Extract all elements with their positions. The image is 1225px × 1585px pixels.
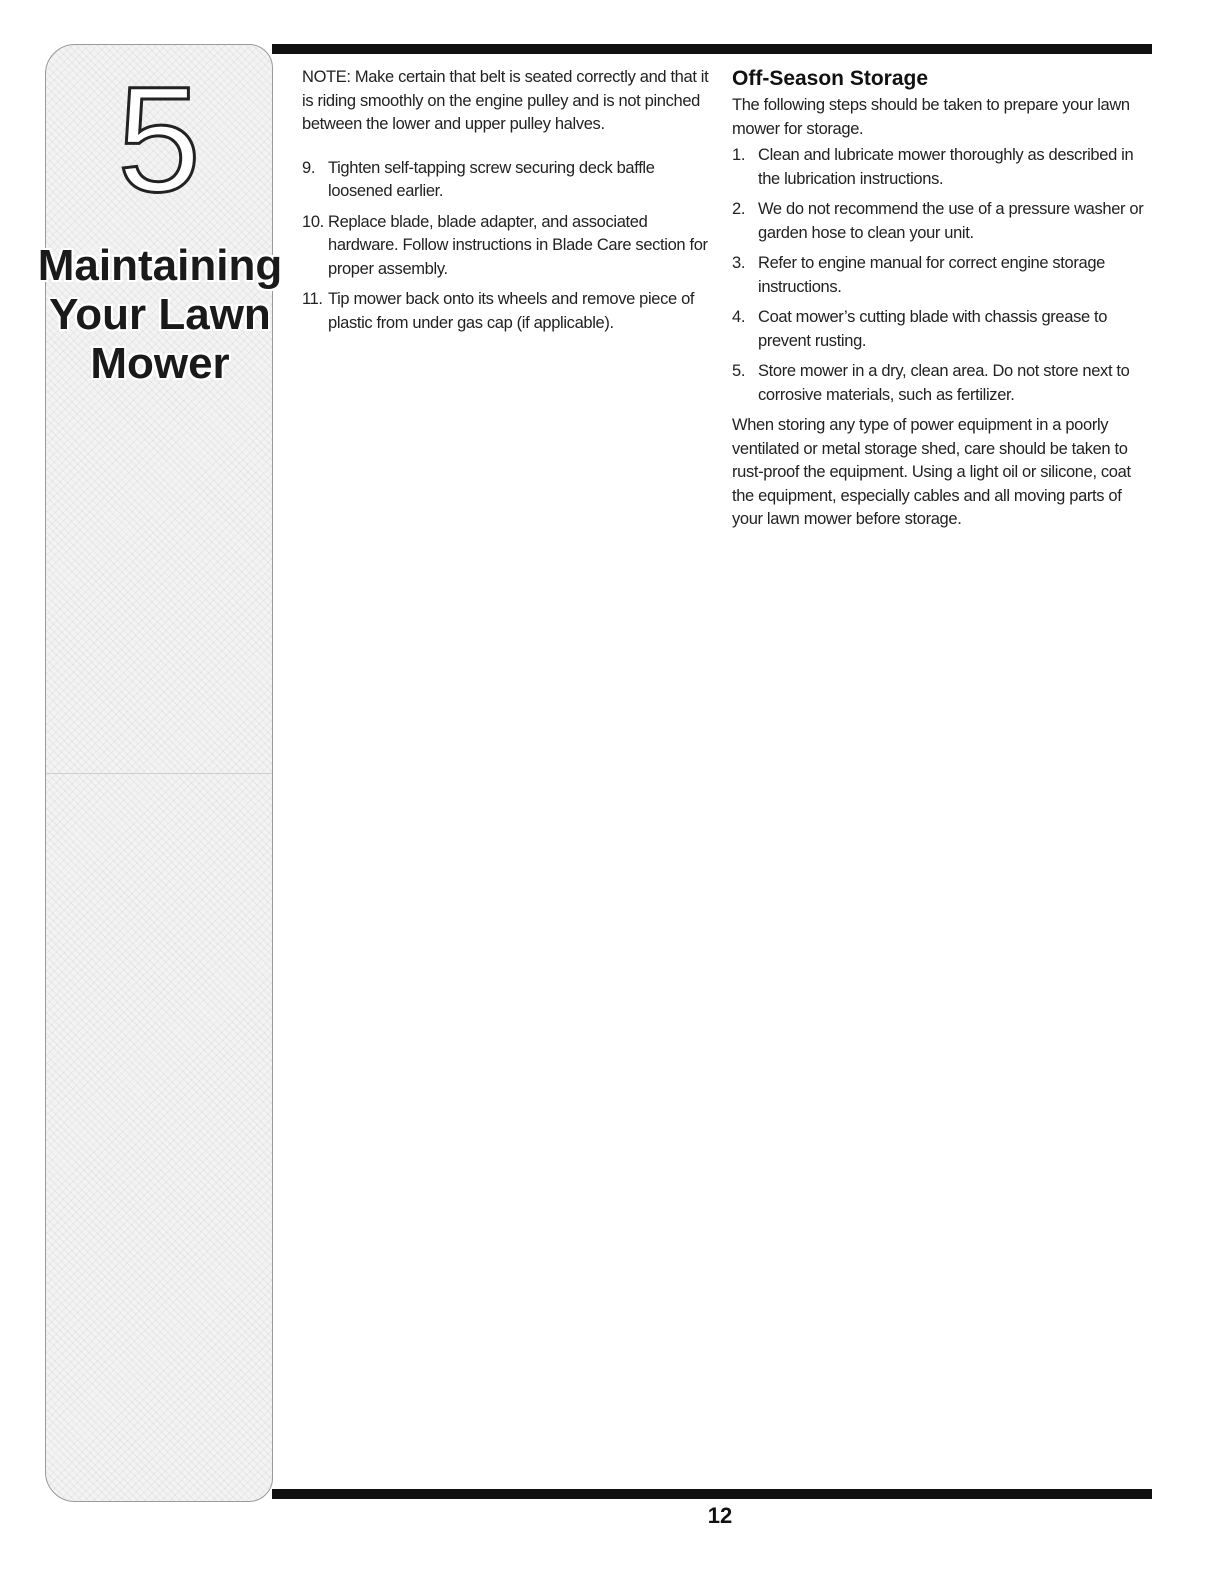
step-text: Tighten self-tapping screw securing deck baffle loosened earlier. bbox=[328, 158, 655, 200]
list-item bbox=[732, 144, 1152, 191]
chapter-title-line-1: Maintaining bbox=[37, 241, 283, 290]
step-text: Coat mower’s cutting blade with chassis grease to prevent rusting. bbox=[758, 308, 1108, 350]
step-number: 3. bbox=[732, 254, 746, 272]
step-number: 1. bbox=[732, 146, 746, 164]
chapter-title-line-2: Your Lawn bbox=[49, 290, 271, 339]
chapter-title-line-3: Mower bbox=[90, 339, 230, 388]
belt-note: NOTE: Make certain that belt is seated correctly and that it is riding smoothly on the engine pulley and is not pinched between the lower and upper pulley halves. bbox=[302, 68, 709, 133]
step-number: 11. bbox=[302, 290, 323, 308]
step-number: 9. bbox=[302, 158, 316, 177]
step-text: Tip mower back onto its wheels and remove piece of plastic from under gas cap (if applicable). bbox=[328, 290, 695, 332]
storage-steps bbox=[732, 144, 1152, 407]
step-text: Replace blade, blade adapter, and associated hardware. Follow instructions in Blade Care section for proper assembly. bbox=[328, 212, 708, 278]
tab-divider bbox=[46, 773, 272, 774]
step-number: 4. bbox=[732, 308, 746, 326]
top-rule bbox=[272, 44, 1152, 54]
step-text: We do not recommend the use of a pressure washer or garden hose to clean your unit. bbox=[758, 200, 1144, 242]
list-item bbox=[302, 157, 712, 204]
step-text: Refer to engine manual for correct engine storage instructions. bbox=[758, 254, 1105, 296]
step-number: 5. bbox=[732, 362, 746, 380]
step-number: 2. bbox=[732, 200, 746, 218]
chapter-number-graphic bbox=[104, 73, 214, 203]
chapter-number bbox=[46, 73, 272, 203]
list-item bbox=[302, 211, 712, 282]
storage-closing-paragraph: When storing any type of power equipment in a poorly ventilated or metal storage shed, care should be taken to rust-proof the equipment. Using a light oil or silicone, coat the equipment, especially cables and all moving parts of your lawn mower before storage. bbox=[732, 416, 1131, 528]
right-column bbox=[732, 66, 1152, 532]
step-text: Clean and lubricate mower thoroughly as described in the lubrication instructions. bbox=[758, 146, 1134, 188]
section-intro: The following steps should be taken to prepare your lawn mower for storage. bbox=[732, 96, 1130, 138]
section-heading: Off-Season Storage bbox=[732, 67, 929, 90]
list-item bbox=[302, 288, 712, 335]
page-number: 12 bbox=[707, 1503, 733, 1528]
bottom-rule bbox=[272, 1489, 1152, 1499]
list-item bbox=[732, 306, 1152, 353]
middle-column bbox=[302, 66, 712, 342]
list-item bbox=[732, 198, 1152, 245]
step-text: Store mower in a dry, clean area. Do not store next to corrosive materials, such as fertilizer. bbox=[758, 362, 1130, 404]
list-item bbox=[732, 360, 1152, 407]
chapter-number-text: 5 bbox=[117, 73, 201, 203]
chapter-tab bbox=[37, 44, 283, 1502]
reassembly-steps bbox=[302, 157, 712, 336]
list-item bbox=[732, 252, 1152, 299]
step-number: 10. bbox=[302, 212, 324, 231]
chapter-title bbox=[34, 241, 286, 388]
